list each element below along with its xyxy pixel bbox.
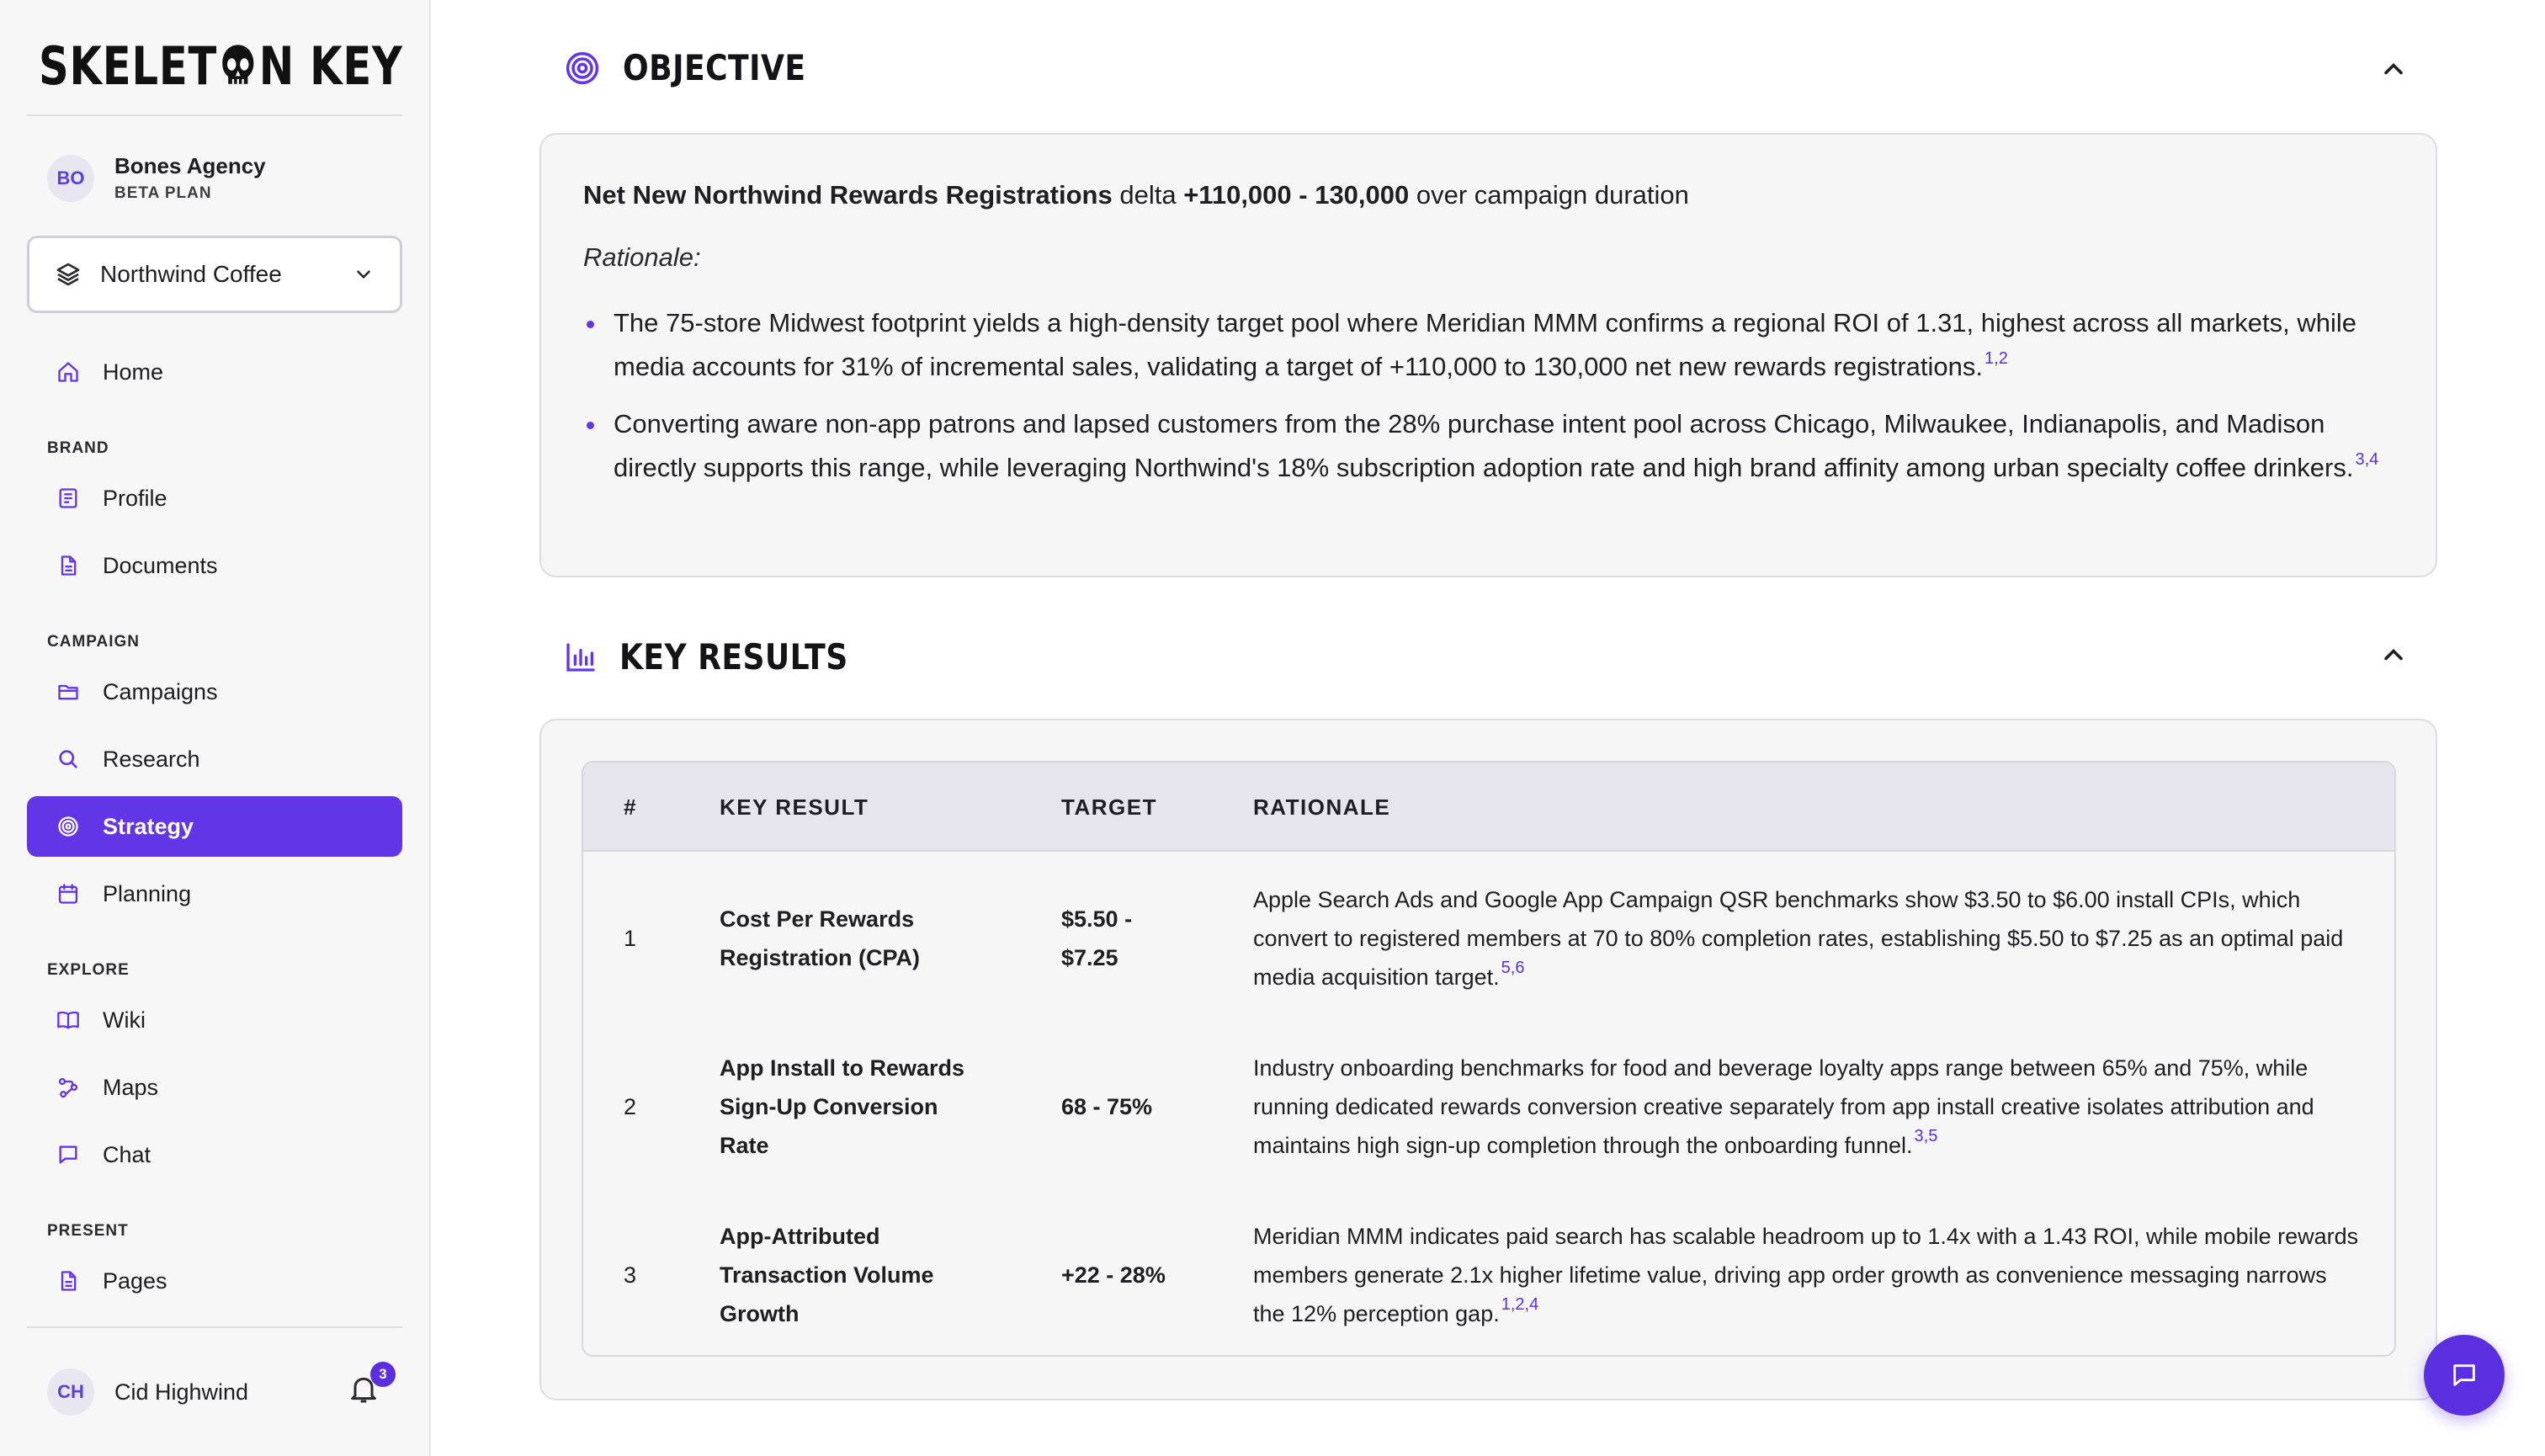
sidebar-item-home[interactable] — [27, 342, 402, 402]
sidebar-item-label: Pages — [103, 1267, 167, 1294]
user-avatar: CH — [47, 1368, 94, 1416]
key-results-table — [582, 761, 2396, 1357]
account-name: Bones Agency — [114, 153, 266, 178]
key-result-rationale: Industry onboarding benchmarks for food and beverage loyalty apps range between 65% and 75%, while running dedicated rewards conversion creative separately from app install creative isolates attribution and maintains high sign-up completion through the onboarding funnel. $^{3,5}$ — [1253, 1055, 2314, 1158]
objective-header — [564, 47, 836, 88]
key-result-rationale: Meridian MMM indicates paid search has scalable headroom up to 1.4x with a 1.43 ROI, while mobile rewards members generate 2.1x higher lifetime value, driving app order growth as convenience messaging narrows the 12% perception gap. $^{1,2,4}$ — [1253, 1224, 2359, 1326]
home-icon — [56, 359, 81, 385]
sidebar-item-chat[interactable] — [27, 1124, 402, 1185]
key-result-target: 68 - 75% — [1061, 1094, 1153, 1119]
column-header-num: # — [624, 794, 637, 820]
calendar-icon — [56, 881, 81, 906]
rationale-bullet: The 75-store Midwest footprint yields a high-density target pool where Meridian MMM confirms a regional ROI of 1.31, highest across all markets, while media accounts for 31% of incremental sales, validating a target of +110,000 to 130,000 net new rewards registrations. $^{1,2}$ — [583, 301, 2384, 389]
sidebar-item-label: Profile — [103, 485, 167, 511]
citation-link[interactable]: 5,6 — [1501, 959, 1525, 977]
key-result-target: +22 - 28% — [1061, 1262, 1166, 1288]
citation-link[interactable]: 1,2 — [1984, 349, 2008, 368]
document-icon — [56, 553, 81, 578]
sidebar-item-documents[interactable] — [27, 535, 402, 596]
objective-card — [539, 133, 2437, 577]
column-header-key-result: KEY RESULT — [720, 794, 869, 820]
project-selector-value: Northwind Coffee — [100, 261, 282, 287]
objective-range: +110,000 - 130,000 — [1183, 180, 1410, 210]
sidebar-divider — [27, 114, 402, 116]
sidebar-item-label: Chat — [103, 1141, 151, 1167]
section-label-present: PRESENT — [47, 1222, 129, 1240]
sidebar-item-pages[interactable] — [27, 1251, 402, 1311]
table-header — [583, 763, 2394, 852]
sidebar-item-label: Strategy — [103, 813, 194, 839]
rationale-list — [583, 301, 2384, 503]
target-icon — [564, 50, 601, 87]
folder-icon — [56, 679, 81, 704]
page-icon — [56, 1268, 81, 1294]
account-switcher[interactable] — [47, 153, 266, 203]
sidebar — [0, 0, 431, 1456]
sidebar-item-campaigns[interactable] — [27, 662, 402, 722]
bar-chart-icon — [564, 640, 598, 674]
project-selector[interactable] — [27, 236, 402, 313]
row-number: 1 — [624, 926, 637, 951]
sidebar-item-label: Home — [103, 359, 164, 385]
collapse-objective-chevron-up-icon[interactable] — [2378, 54, 2409, 84]
objective-delta-word: delta — [1119, 180, 1177, 210]
section-label-explore: EXPLORE — [47, 961, 130, 979]
notifications-button[interactable] — [347, 1366, 387, 1411]
row-number: 3 — [624, 1262, 637, 1288]
chat-icon — [56, 1142, 81, 1167]
sidebar-item-maps[interactable] — [27, 1057, 402, 1118]
citation-link[interactable]: 3,5 — [1914, 1127, 1938, 1145]
rationale-label: Rationale: — [583, 242, 701, 272]
sidebar-item-profile[interactable] — [27, 468, 402, 529]
profile-icon — [56, 486, 81, 511]
route-icon — [56, 1075, 81, 1100]
sidebar-item-label: Campaigns — [103, 678, 218, 704]
sidebar-divider — [27, 1326, 402, 1328]
target-icon — [56, 814, 81, 839]
notification-count-badge: 3 — [370, 1362, 396, 1387]
objective-metric: Net New Northwind Rewards Registrations — [583, 180, 1113, 210]
account-plan: BETA PLAN — [114, 184, 212, 202]
row-number: 2 — [624, 1094, 637, 1119]
sidebar-item-label: Documents — [103, 552, 218, 578]
key-result-target: $5.50 - $7.25 — [1061, 906, 1133, 970]
section-label-brand: BRAND — [47, 439, 109, 457]
user-menu[interactable] — [47, 1368, 248, 1416]
sidebar-item-research[interactable] — [27, 729, 402, 789]
section-label-campaign: CAMPAIGN — [47, 633, 141, 651]
chevron-down-icon — [353, 263, 375, 285]
skeleton-key-logo[interactable] — [39, 30, 403, 101]
key-result-rationale: Apple Search Ads and Google App Campaign QSR benchmarks show $3.50 to $6.00 install CPIs, which convert to registered members at 70 to 80% completion rates, establishing $5.50 to $7.25 as an optimal paid media acquisition target. $^{5,6}$ — [1253, 887, 2344, 990]
sidebar-item-planning[interactable] — [27, 864, 402, 924]
search-icon — [56, 747, 81, 772]
column-header-target: TARGET — [1061, 794, 1157, 820]
skull-icon — [219, 41, 258, 90]
objective-suffix: over campaign duration — [1416, 180, 1689, 210]
citation-link[interactable]: 1,2,4 — [1501, 1295, 1539, 1314]
logo-text-left: SKELET — [39, 35, 218, 97]
rationale-bullet: Converting aware non-app patrons and lapsed customers from the 28% purchase intent pool across Chicago, Milwaukee, Indianapolis, and Madison directly supports this range, while leveraging Northwind's 18% subscription adoption rate and high brand affinity among urban specialty coffee drinkers. $^{3,4}$ — [583, 402, 2384, 490]
sidebar-item-label: Planning — [103, 880, 192, 906]
sidebar-item-label: Maps — [103, 1074, 159, 1100]
sidebar-item-label: Wiki — [103, 1007, 146, 1033]
sidebar-item-strategy[interactable] — [27, 796, 402, 857]
sidebar-item-wiki[interactable] — [27, 990, 402, 1050]
objective-title: OBJECTIVE — [623, 47, 806, 88]
sidebar-item-label: Research — [103, 746, 200, 772]
key-results-header — [564, 636, 885, 678]
column-header-rationale: RATIONALE — [1253, 794, 1391, 820]
chat-fab-button[interactable] — [2424, 1335, 2505, 1416]
account-avatar: BO — [47, 155, 94, 202]
logo-text-right: N KEY — [258, 35, 403, 97]
book-icon — [56, 1007, 81, 1033]
layers-icon — [55, 261, 82, 288]
collapse-key-results-chevron-up-icon[interactable] — [2378, 640, 2409, 670]
key-results-card — [539, 719, 2437, 1400]
citation-link[interactable]: 3,4 — [2355, 450, 2379, 469]
user-name: Cid Highwind — [114, 1379, 249, 1405]
chat-icon — [2450, 1361, 2479, 1390]
key-results-title: KEY RESULTS — [619, 636, 848, 678]
key-result-name: App-Attributed Transaction Volume Growth — [720, 1224, 934, 1326]
objective-statement — [583, 180, 1689, 210]
key-result-name: App Install to Rewards Sign-Up Conversion Rate — [720, 1055, 965, 1158]
key-result-name: Cost Per Rewards Registration (CPA) — [720, 906, 921, 970]
